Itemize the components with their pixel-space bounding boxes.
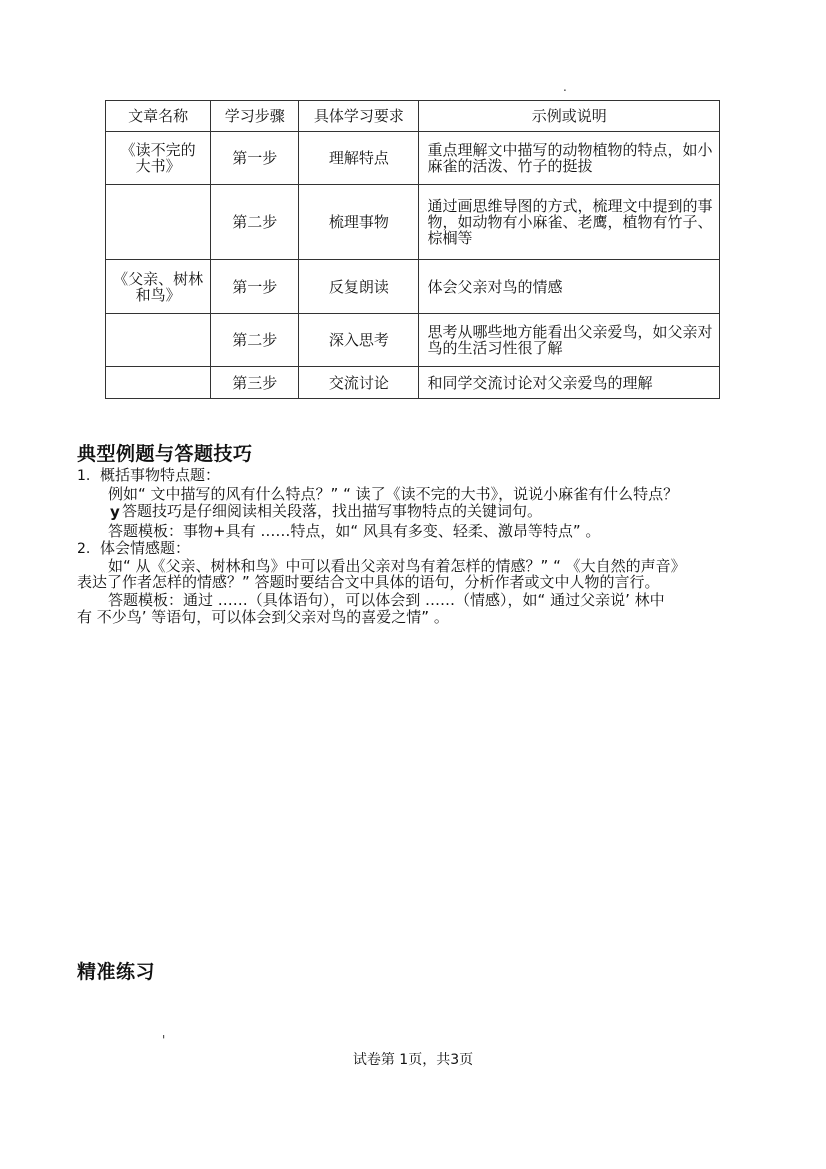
item-tip: 答题技巧是仔细阅读相关段落，找出描写事物特点的关键词句。	[122, 502, 543, 520]
item-example-continued: 表达了作者怎样的情感？” 答题时要结合文中具体的语句，分析作者或文中人物的言行。	[77, 573, 660, 591]
cell-step: 第一步	[211, 132, 299, 185]
cell-article	[106, 367, 211, 399]
item-title: 概括事物特点题：	[100, 466, 221, 484]
table-row	[106, 314, 720, 367]
header-step: 学习步骤	[211, 101, 299, 132]
cell-note: 重点理解文中描写的动物植物的特点，如小麻雀的活泼、竹子的挺拔	[419, 132, 720, 185]
item-template-continued: 有 不少鸟’ 等语句，可以体会到父亲对鸟的喜爱之情” 。	[77, 608, 449, 626]
stray-mark-bottom: '	[162, 1033, 166, 1047]
table-row	[106, 367, 720, 399]
table-row	[106, 132, 720, 185]
item-title: 体会情感题：	[100, 539, 191, 557]
item-example: 如“ 从《父亲、树林和鸟》中可以看出父亲对鸟有着怎样的情感？” “ 《大自然的声音》	[108, 557, 686, 575]
cell-step: 第二步	[211, 314, 299, 367]
header-requirement: 具体学习要求	[299, 101, 419, 132]
stray-mark: y	[110, 503, 120, 521]
cell-requirement: 反复朗读	[299, 260, 419, 314]
cell-note: 思考从哪些地方能看出父亲爱鸟，如父亲对鸟的生活习性很了解	[419, 314, 720, 367]
table-row	[106, 260, 720, 314]
cell-note: 和同学交流讨论对父亲爱鸟的理解	[419, 367, 720, 399]
cell-note: 体会父亲对鸟的情感	[419, 260, 720, 314]
section-title-examples: 典型例题与答题技巧	[77, 443, 253, 465]
cell-article	[106, 314, 211, 367]
stray-dot: .	[563, 80, 567, 94]
header-note: 示例或说明	[419, 101, 720, 132]
study-plan-table	[105, 100, 720, 399]
header-article: 文章名称	[106, 101, 211, 132]
cell-article	[106, 185, 211, 260]
cell-requirement: 理解特点	[299, 132, 419, 185]
item-number: 2.	[77, 541, 91, 557]
cell-requirement: 梳理事物	[299, 185, 419, 260]
item-example: 例如“ 文中描写的风有什么特点？” “ 读了《读不完的大书》，说说小麻雀有什么特点？	[108, 485, 679, 503]
item-template: 答题模板：事物+具有 ……特点，如“ 风具有多变、轻柔、激昂等特点” 。	[108, 522, 601, 540]
item-number: 1.	[77, 468, 91, 484]
cell-note: 通过画思维导图的方式，梳理文中提到的事物，如动物有小麻雀、老鹰，植物有竹子、棕榈等	[419, 185, 720, 260]
cell-requirement: 交流讨论	[299, 367, 419, 399]
cell-article: 《父亲、树林和鸟》	[106, 260, 211, 314]
cell-article: 《读不完的大书》	[106, 132, 211, 185]
study-plan-table-wrapper	[105, 100, 720, 399]
cell-step: 第二步	[211, 185, 299, 260]
cell-step: 第三步	[211, 367, 299, 399]
table-header-row	[106, 101, 720, 132]
table-row	[106, 185, 720, 260]
cell-requirement: 深入思考	[299, 314, 419, 367]
page-footer: 试卷第 1页，共3页	[352, 1052, 474, 1068]
item-template: 答题模板：通过 ……（具体语句），可以体会到 ……（情感），如“ 通过父亲说’ 林中	[108, 591, 665, 609]
cell-step: 第一步	[211, 260, 299, 314]
section-title-practice: 精准练习	[77, 961, 156, 983]
